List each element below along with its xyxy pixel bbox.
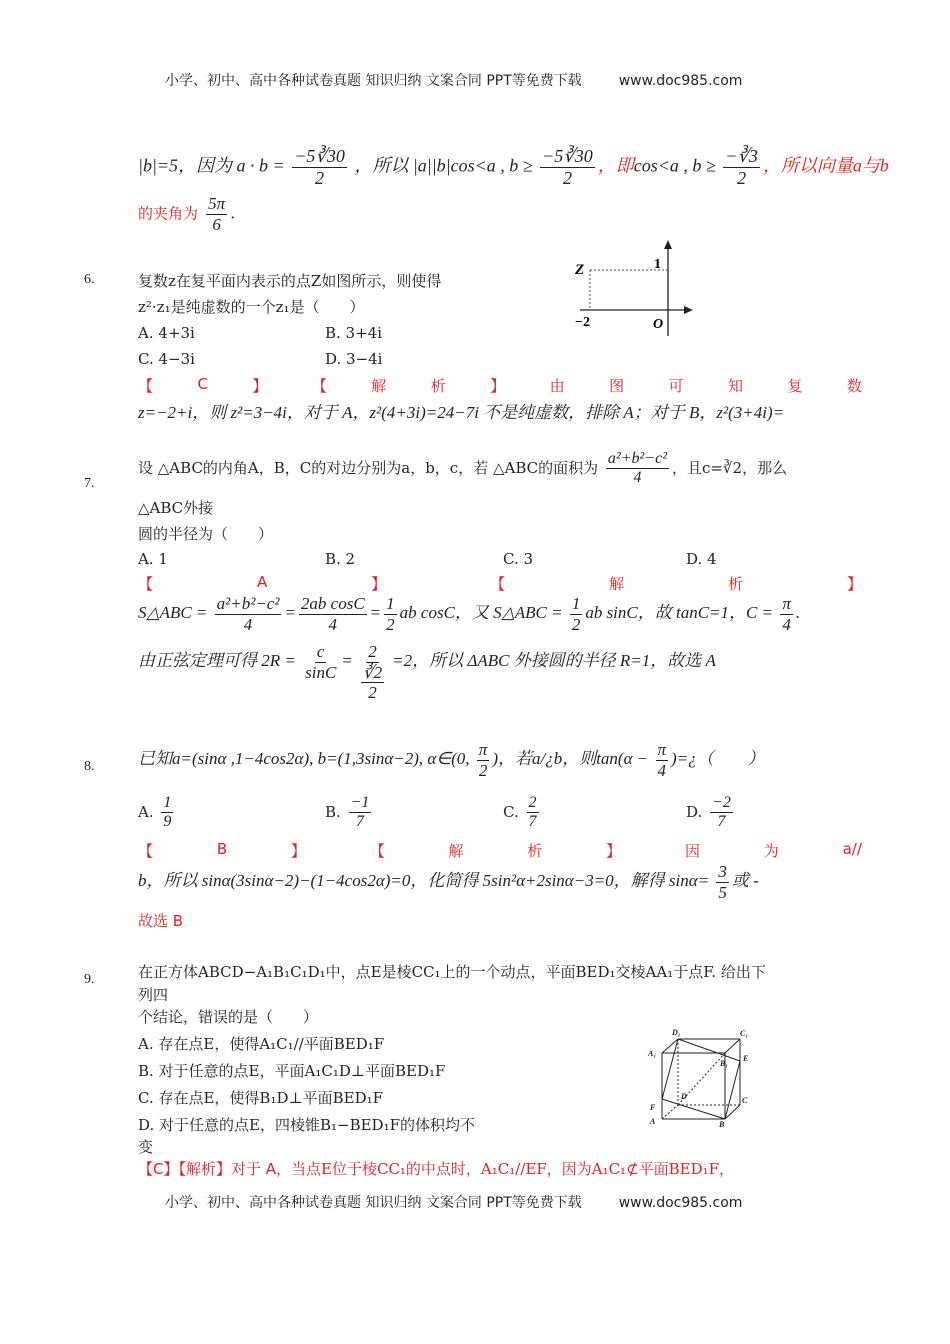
q6-answer-token: 知 — [728, 377, 744, 395]
q8-answer-line1 — [138, 840, 862, 861]
q6-answer-line1 — [138, 375, 862, 396]
prev-text-h: b — [879, 155, 889, 176]
q6-label-origin: O — [653, 317, 664, 332]
q6-answer-token: 】 — [252, 377, 268, 395]
q9-number: 9. — [84, 972, 95, 987]
prev-l2-dot: . — [230, 203, 236, 223]
prev-l2-frac-den: 6 — [212, 214, 221, 234]
cube-label-d: D — [681, 1092, 687, 1101]
q8-l2-frac-num: 3 — [718, 862, 727, 881]
q6-answer-token: 【 — [138, 377, 154, 395]
q6-option-c[interactable]: C. 4−3i — [138, 350, 195, 368]
q7-l2-eq1: = — [284, 602, 296, 622]
q8-option-c-den: 7 — [528, 813, 537, 831]
q7-l3-frac2-den — [356, 663, 389, 703]
prev-frac-1 — [292, 146, 347, 188]
q8-option-d-frac — [710, 794, 733, 832]
q8-stem-frac2-den: 4 — [657, 760, 667, 780]
q9-stem-line2: 列四 — [138, 986, 169, 1004]
q9-stem-line3: 个结论，错误的是（ ） — [138, 1008, 319, 1026]
q9-answer-a: 【C】【解析】对于 A，当点 — [138, 1160, 322, 1178]
prev-frac-3-num: −∛3 — [725, 146, 758, 166]
cube-label-b: B — [719, 1120, 725, 1129]
q6-stem-line1: 复数z在复平面内表示的点Z如图所示，则使得 — [138, 272, 442, 290]
footer-text: 小学、初中、高中各种试卷真题 知识归纳 文案合同 PPT等免费下载 — [165, 1195, 582, 1211]
q8-answer-token: 【 — [138, 842, 154, 860]
cube-section-line — [678, 1039, 740, 1061]
q8-answer-token: 解 — [448, 842, 464, 860]
q8-option-c-frac — [527, 794, 539, 832]
q6-option-a[interactable]: A. 4+3i — [138, 324, 195, 342]
q7-option-a[interactable]: A. 1 — [138, 550, 168, 568]
q7-stem-line3: 圆的半径为（ ） — [138, 525, 274, 543]
q8-number: 8. — [84, 759, 95, 774]
cube-label-d1: D₁ — [672, 1028, 681, 1037]
q8-option-a-label: A. — [138, 802, 154, 821]
q6-complex-plane-figure — [565, 238, 705, 338]
q7-l3-b: =2，所以 ΔABC 外接圆的半径 R=1，故选 A — [392, 650, 716, 670]
q8-stem-frac2-num: π — [657, 740, 667, 759]
q7-answer-token: 】 — [846, 575, 862, 593]
q8-l2-frac — [716, 862, 729, 902]
q7-l2-d: . — [795, 602, 801, 622]
q7-l3-frac1 — [303, 642, 338, 682]
footer-url[interactable]: www.doc985.com — [618, 1195, 743, 1211]
q6-answer-token: 解 — [371, 377, 387, 395]
q8-stem-c: )=¿（ ） — [671, 748, 765, 768]
q6-answer-token: 可 — [668, 377, 684, 395]
q8-answer-token: 【 — [369, 842, 385, 860]
prev-text-a: |b|=5，因为 a · b = — [138, 155, 285, 176]
q7-l3-frac1-num: c — [316, 642, 325, 661]
prev-text-f: a — [852, 155, 862, 176]
cube-edge — [662, 1039, 678, 1053]
q6-label-1: 1 — [654, 257, 661, 272]
page-footer — [165, 1192, 742, 1212]
q7-l3-frac2 — [356, 642, 389, 703]
q8-option-a-frac — [161, 794, 173, 832]
q7-stem-line2: △ABC外接 — [138, 499, 214, 517]
q7-l2-frac5 — [780, 594, 793, 634]
prev-l2-text: 的夹角为 — [138, 204, 199, 223]
q8-stem-a: 已知a=(sinα ,1−4cos2α), b=(1,3sinα−2), α∈(0, — [138, 748, 470, 768]
q8-answer-token: 因 — [684, 842, 700, 860]
q7-l3-frac2-inner — [361, 663, 384, 703]
prev-l2-frac — [206, 194, 227, 234]
q7-stem-b: ，且c=∛2，那么 — [672, 458, 788, 477]
prev-text-e: ，所以向量 — [762, 155, 853, 176]
cube-label-b1: B₁ — [720, 1059, 729, 1068]
q8-option-a-den: 9 — [163, 813, 172, 831]
q7-answer-line1 — [138, 573, 862, 594]
q9-answer-b: E位于棱CC₁的中点时，A₁C₁//EF，因为A₁C₁⊄平面BED₁F， — [321, 1160, 735, 1178]
q7-stem-frac — [606, 450, 669, 488]
q7-answer-token: 析 — [728, 575, 744, 593]
q7-answer-line3 — [138, 642, 716, 703]
q7-number: 7. — [84, 476, 95, 491]
q8-option-d[interactable] — [686, 794, 736, 832]
cube-section-line — [662, 1039, 678, 1099]
q7-option-c[interactable]: C. 3 — [503, 550, 534, 568]
q9-option-d[interactable]: D. 对于任意的点E，四棱锥B₁−BED₁F的体积均不 — [138, 1116, 476, 1134]
cube-label-a: A — [650, 1117, 656, 1126]
q8-option-a-num: 1 — [161, 794, 173, 813]
q7-l2-frac1-num: a²+b²−c² — [216, 594, 280, 613]
q8-option-c[interactable] — [503, 794, 542, 832]
prev-frac-2-num: −5∛30 — [542, 146, 593, 166]
q6-answer-token: 【 — [311, 377, 327, 395]
q6-answer-token: 析 — [430, 377, 446, 395]
q8-option-b[interactable] — [325, 794, 374, 832]
q7-l2-frac3-num: 1 — [386, 594, 395, 613]
header-text: 小学、初中、高中各种试卷真题 知识归纳 文案合同 PPT等免费下载 — [165, 73, 582, 89]
q8-stem-frac1-den: 2 — [478, 760, 488, 780]
q7-l3-frac2-inner-num: ∛2 — [362, 662, 383, 682]
cube-hidden-edge — [662, 1105, 678, 1119]
q7-l3-eq: = — [341, 650, 353, 670]
q9-option-b[interactable]: B. 对于任意的点E，平面A₁C₁D⊥平面BED₁F — [138, 1062, 446, 1080]
q7-stem-frac-num: a²+b²−c² — [606, 450, 669, 469]
q8-stem — [138, 740, 765, 780]
q7-stem-a: 设 △ABC的内角A，B，C的对边分别为a，b，c，若 △ABC的面积为 — [138, 458, 599, 477]
q7-answer-line2 — [138, 594, 800, 634]
q6-label-minus2: −2 — [575, 315, 590, 330]
prev-solution-line2 — [138, 194, 235, 234]
q8-option-d-label: D. — [686, 802, 703, 821]
q8-l2-frac-den: 5 — [718, 882, 727, 902]
q7-answer-token: 【 — [138, 575, 154, 593]
q8-answer-token: B — [216, 840, 228, 858]
q7-l2-c: ab sinC，故 tanC=1，C = — [585, 602, 774, 622]
q9-option-c[interactable]: C. 存在点E，使得B₁D⊥平面BED₁F — [138, 1089, 384, 1107]
prev-frac-1-den: 2 — [315, 167, 325, 188]
prev-frac-3 — [723, 146, 760, 188]
q6-answer-token: 图 — [609, 377, 625, 395]
q7-stem-line1 — [138, 450, 787, 488]
q8-option-b-frac — [349, 794, 372, 832]
q7-l2-frac4 — [570, 594, 583, 634]
q7-l2-frac3-den: 2 — [386, 614, 395, 634]
cube-label-c1: C₁ — [740, 1029, 749, 1038]
cube-label-c: C — [742, 1096, 748, 1105]
q7-l2-frac5-den: 4 — [782, 614, 791, 634]
q9-answer-line — [138, 1158, 734, 1179]
q7-l2-frac2-den: 4 — [328, 614, 338, 634]
q6-answer-token: 】 — [490, 377, 506, 395]
prev-text-c: ，即 — [597, 155, 634, 176]
q6-answer-token: 数 — [846, 377, 862, 395]
q6-option-b[interactable]: B. 3+4i — [325, 324, 383, 342]
q7-l3-frac2-num: 2 — [368, 642, 377, 661]
q7-l3-frac1-den: sinC — [305, 662, 337, 682]
q7-l2-frac4-den: 2 — [571, 614, 581, 634]
q8-option-b-num: −1 — [349, 794, 372, 813]
q8-stem-b: )，若a/¿b，则tan(α − — [492, 748, 649, 768]
q7-answer-token: A — [256, 573, 268, 591]
q6-answer-token: C — [197, 375, 208, 393]
q7-l2-frac4-num: 1 — [571, 594, 581, 613]
q6-stem-line2: z²·z₁是纯虚数的一个z₁是（ ） — [138, 298, 365, 316]
q6-answer-line2: z=−2+i，则 z²=3−4i，对于 A，z²(4+3i)=24−7i 不是纯虚数，排除 A；对于 B，z²(3+4i)= — [138, 403, 785, 422]
q8-option-b-den: 7 — [355, 813, 364, 831]
q7-answer-token: 】 — [371, 575, 387, 593]
cube-label-e: E — [743, 1054, 749, 1063]
q6-answer-token: 复 — [787, 377, 803, 395]
cube-edge — [725, 1039, 740, 1053]
q9-cube-figure — [640, 1025, 755, 1135]
header-url[interactable]: www.doc985.com — [618, 73, 743, 89]
q8-stem-frac1 — [477, 740, 490, 780]
q7-l2-frac1 — [215, 594, 282, 634]
q7-stem-frac-den: 4 — [633, 469, 642, 487]
q8-answer-line2 — [138, 862, 759, 902]
q7-l2-frac1-den: 4 — [243, 614, 253, 634]
cube-label-a1: A₁ — [648, 1049, 657, 1058]
q7-answer-token: 【 — [490, 575, 506, 593]
q9-option-d-cont: 变 — [138, 1138, 154, 1156]
q7-l2-frac5-num: π — [782, 594, 791, 613]
q8-answer-token: 为 — [763, 842, 779, 860]
q7-l3-a: 由正弦定理可得 2R = — [138, 650, 296, 670]
q8-answer-token: a// — [842, 840, 862, 858]
q8-option-d-den: 7 — [717, 813, 726, 831]
q8-answer-token: 析 — [527, 842, 543, 860]
q8-stem-frac1-num: π — [478, 740, 488, 759]
q6-label-z: Z — [575, 262, 585, 278]
cube-section-line — [725, 1061, 740, 1119]
prev-text-g: 与 — [861, 155, 880, 176]
q6-option-d[interactable]: D. 3−4i — [325, 350, 383, 368]
q7-l2-frac3 — [384, 594, 397, 634]
prev-l2-frac-num: 5π — [208, 194, 226, 213]
q8-answer-token: 】 — [290, 842, 306, 860]
q8-l2-b: 或 - — [731, 870, 759, 890]
prev-frac-3-den: 2 — [737, 167, 747, 188]
q7-option-b[interactable]: B. 2 — [325, 550, 356, 568]
q6-x-arrow — [684, 306, 693, 314]
q9-stem-line1: 在正方体ABCD−A₁B₁C₁D₁中，点E是棱CC₁上的一个动点，平面BED₁交棱AA₁于点F. 给出下 — [138, 963, 766, 981]
q9-option-a[interactable]: A. 存在点E，使得A₁C₁//平面BED₁F — [138, 1035, 385, 1053]
q8-option-c-num: 2 — [527, 794, 539, 813]
q8-answer-token: 】 — [606, 842, 622, 860]
prev-frac-1-num: −5∛30 — [294, 146, 345, 166]
prev-frac-2-den: 2 — [562, 167, 572, 188]
q6-y-arrow — [664, 240, 672, 249]
prev-text-b: ，所以 |a||b|cos<a , b ≥ — [354, 155, 533, 176]
q7-l2-b: ab cosC，又 S△ABC = — [399, 602, 563, 622]
q8-option-d-num: −2 — [710, 794, 733, 813]
q8-option-a[interactable] — [138, 794, 176, 832]
prev-text-d: cos<a , b ≥ — [633, 155, 716, 176]
prev-frac-2 — [540, 146, 595, 188]
q8-l2-a: b，所以 sinα(3sinα−2)−(1−4cos2α)=0，化简得 5sin²α+2sinα−3=0，解得 sinα= — [138, 870, 710, 890]
q6-answer-token: 由 — [549, 377, 565, 395]
q7-l2-eq2: = — [369, 602, 382, 622]
q7-l3-frac2-inner-den: 2 — [368, 683, 377, 703]
prev-solution-line1 — [138, 146, 889, 188]
q8-option-c-label: C. — [503, 802, 519, 821]
q8-stem-frac2 — [656, 740, 669, 780]
cube-label-f: F — [650, 1103, 656, 1112]
q8-option-b-label: B. — [325, 802, 341, 821]
q7-l2-frac2-num: 2ab cosC — [300, 594, 365, 613]
q7-option-d[interactable]: D. 4 — [686, 550, 717, 568]
q7-l2-a: S△ABC = — [138, 602, 208, 622]
cube-section-line — [662, 1099, 725, 1119]
page-header — [165, 70, 742, 90]
q7-answer-token: 解 — [609, 575, 625, 593]
q6-number: 6. — [84, 272, 95, 287]
q8-answer-line3: 故选 B — [138, 912, 184, 930]
q7-l2-frac2 — [299, 594, 367, 634]
